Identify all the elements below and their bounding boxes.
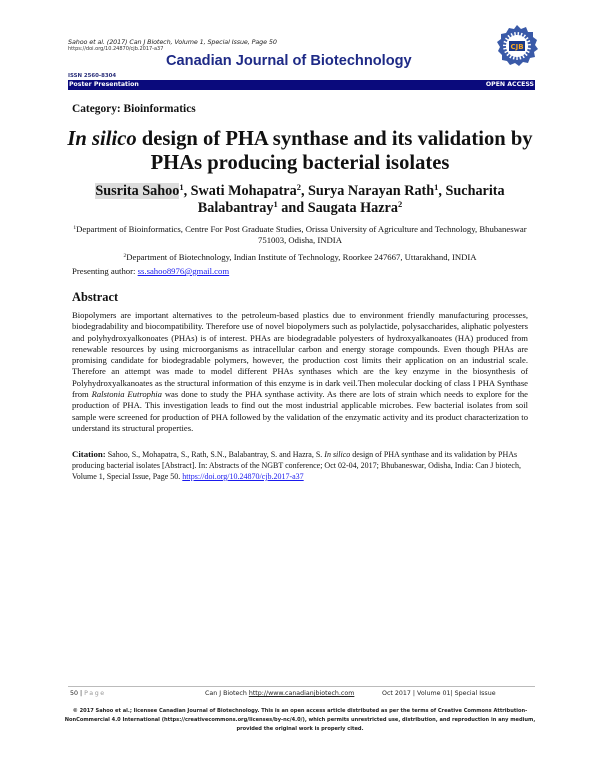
journal-abbrev: Can J Biotech xyxy=(205,690,249,697)
citation-title-italic: In silico xyxy=(324,450,351,459)
abstract-heading: Abstract xyxy=(72,290,119,304)
presenting-author xyxy=(72,266,229,276)
author-affiliation-mark: 2 xyxy=(296,182,301,192)
organism-name: Ralstonia Eutrophia xyxy=(91,389,162,400)
open-access-badge: OPEN ACCESS xyxy=(485,81,534,88)
author-separator: , xyxy=(183,183,191,199)
author-list xyxy=(60,183,540,217)
affiliation-text: Department of Biotechnology, Indian Institute of Technology, Roorkee 247667, Uttarakhand, INDIA xyxy=(126,252,477,262)
author-separator: , xyxy=(438,183,446,199)
affiliation-text: Department of Bioinformatics, Centre For Post Graduate Studies, Orissa University of Agriculture and Technology, Bhubaneswar 751003, Odisha, INDIA xyxy=(76,224,527,245)
journal-name: Canadian Journal of Biotechnology xyxy=(166,53,412,69)
citation-block xyxy=(72,449,528,482)
running-header-citation: Sahoo et al. (2017) Can J Biotech, Volume 1, Special Issue, Page 50 xyxy=(68,38,277,46)
author-affiliation-mark: 1 xyxy=(273,199,278,209)
author-affiliation-mark: 2 xyxy=(397,199,403,209)
section-banner xyxy=(68,80,535,90)
title-line2: PHAs producing bacterial isolates xyxy=(150,152,450,174)
author-name: Susrita Sahoo xyxy=(95,183,180,199)
author-separator: and xyxy=(277,200,308,216)
abstract-text: Biopolymers are important alternatives to the petroleum-based plastics due to environment friendly manufacturing processes, biodegradability and biocompatibility. Therefore use of novel biopolymers such as polylactide, polysaccharides, aliphatic polyesters and polyhydroxyalkonoates (PHAs) is of interest. PHAs are biodegradable polyesters of hydroxyalkanoates (HA) produced from renewable resources by using microorganisms as intracellular carbon and energy storage compounds. Even though PHAs are promising candidate for biodegradable polymers, however, the production cost limits their application on an industrial scale. Therefore an attempt was made to model different PHAs synthases which are the key enzyme in the biosynthesis of Polyhydroxyalkanoates as the structural information of this enzyme is in dark veil.Then molecular docking of class I PHA Synthase from xyxy=(72,310,528,400)
footer-journal xyxy=(205,690,354,697)
svg-text:CJB: CJB xyxy=(510,43,524,51)
title-line1: design of PHA synthase and its validation by xyxy=(136,128,533,150)
category-label: Category: Bioinformatics xyxy=(72,103,196,115)
author-separator: , xyxy=(300,183,309,199)
author-affiliation-mark: 1 xyxy=(434,182,439,192)
page-number: 50 | xyxy=(70,690,85,697)
presenter-email-link[interactable]: ss.sahoo8976@gmail.com xyxy=(137,266,230,276)
citation-label: Citation: xyxy=(72,449,106,459)
author-affiliation-mark: 1 xyxy=(179,182,184,192)
affiliation-1 xyxy=(60,224,540,246)
affiliation-mark: 2 xyxy=(123,253,127,259)
citation-text: Sahoo, S., Mohapatra, S., Rath, S.N., Balabantray, S. and Hazra, S. xyxy=(105,450,325,459)
abstract-body xyxy=(72,310,528,434)
footer-divider xyxy=(68,686,535,687)
journal-website-link[interactable]: http://www.canadianjbiotech.com xyxy=(248,690,355,697)
author-name: Saugata Hazra xyxy=(307,200,398,216)
affiliation-2 xyxy=(60,252,540,262)
presentation-type: Poster Presentation xyxy=(69,81,139,88)
abstract-text: was done to study the PHA synthase activity. As there are lots of strain which needs to explore for the production of PHA. This investigation leads to find out the most industrial applicable microbes. Few bacterial isolates from soil sample were screened for production of PHA followed by the validation of the enzymatic activity and its product characterization to understand its structural properties. xyxy=(72,389,528,433)
author-name: Sucharita Balabantray xyxy=(197,183,505,216)
license-notice: © 2017 Sahoo et al.; licensee Canadian Journal of Biotechnology. This is an open access article distributed as per the terms of Creative Commons Attribution-NonCommercial 4.0 International (https://creativecommons.org/licenses/by-nc/4.0/), which permits unrestricted use, distribution, and reproduction in any medium, provided the original work is properly cited. xyxy=(64,708,536,732)
running-header-doi: https://doi.org/10.24870/cjb.2017-a37 xyxy=(68,46,164,52)
issn: ISSN 2560-8304 xyxy=(68,73,117,79)
page-label: Page xyxy=(84,690,106,697)
affiliation-mark: 1 xyxy=(73,225,77,231)
citation-doi-link[interactable]: https://doi.org/10.24870/cjb.2017-a37 xyxy=(182,472,304,481)
author-name: Surya Narayan Rath xyxy=(308,183,435,199)
title-italic: In silico xyxy=(67,128,137,150)
journal-logo-icon xyxy=(495,24,539,68)
article-title xyxy=(60,127,540,175)
footer-page-number xyxy=(70,690,106,697)
author-name: Swati Mohapatra xyxy=(190,183,297,199)
presenter-label: Presenting author: xyxy=(72,266,138,276)
citation-text: design of PHA synthase and its validation by PHAs producing bacterial isolates [Abstract]. In: Abstracts of the NGBT conference; Oct 02-04, 2017; Bhubaneswar, Odisha, India: Can J biotech, Volume 1, Special Issue, Page 50. xyxy=(72,450,521,481)
footer-issue-info: Oct 2017 | Volume 01| Special Issue xyxy=(382,690,496,697)
